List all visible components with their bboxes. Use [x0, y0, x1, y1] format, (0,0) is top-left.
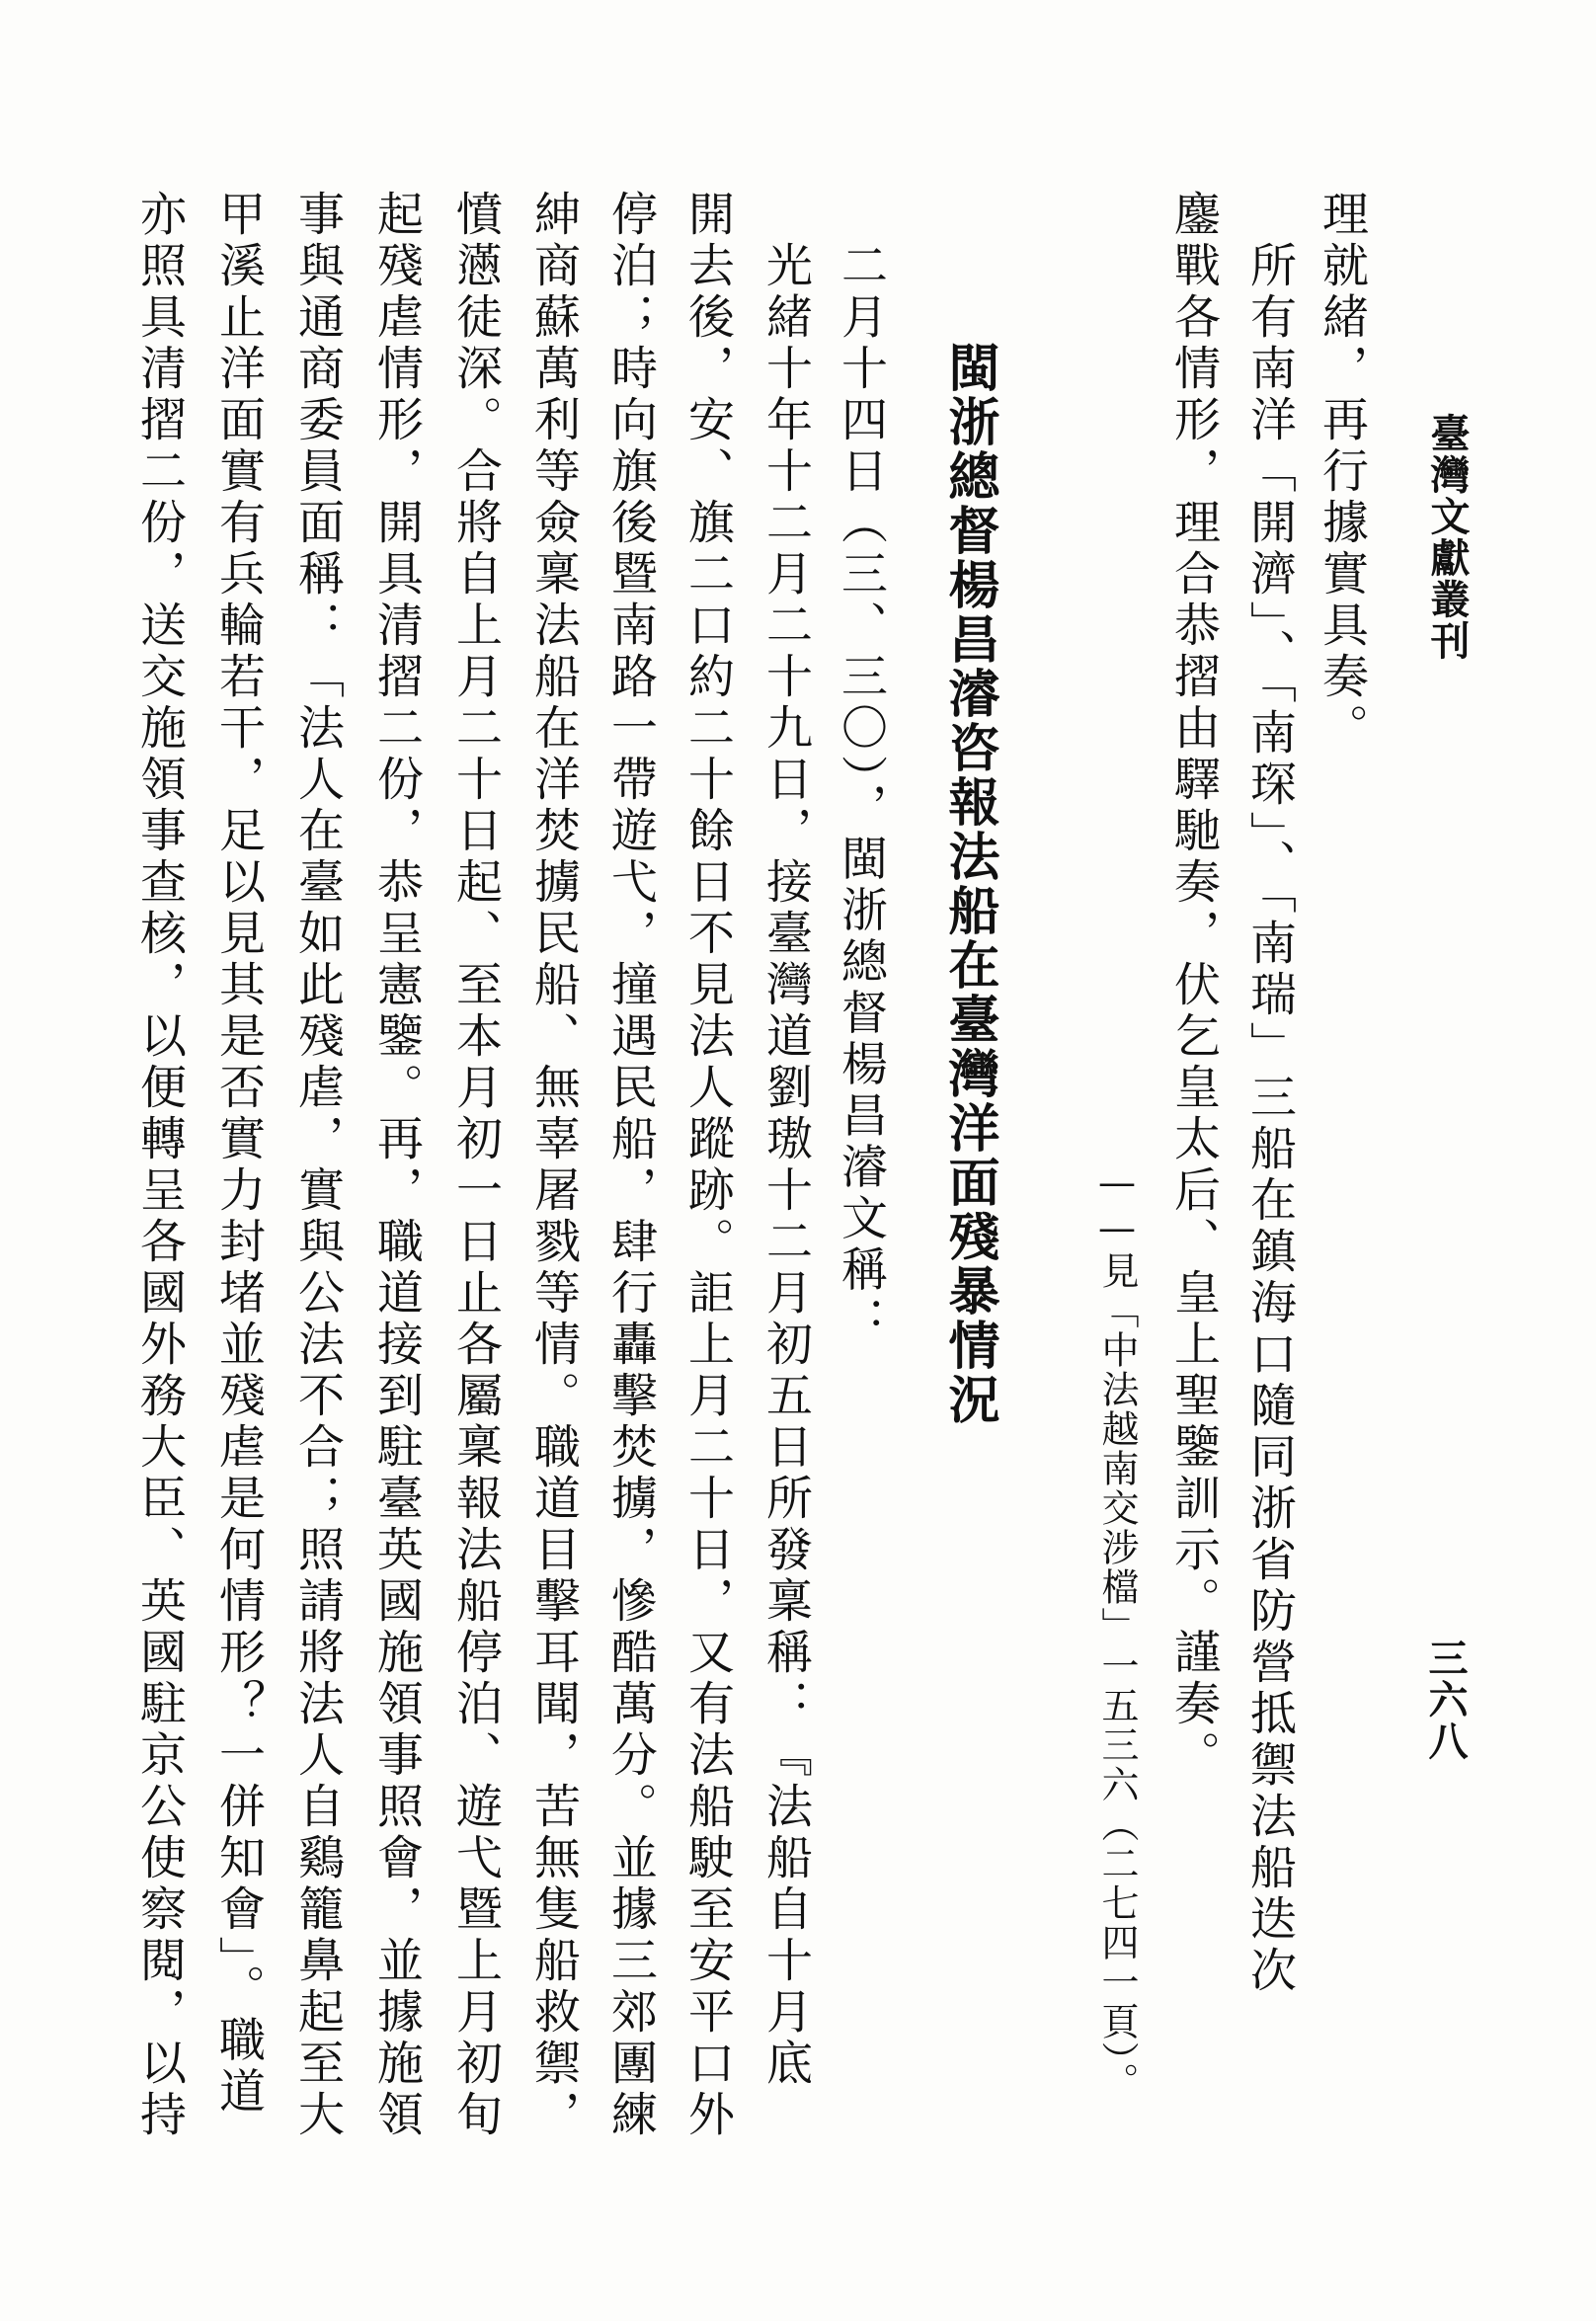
text-column: 光緒十年十二月二十九日，接臺灣道劉璈十二月初五日所發稟稱：『法船自十月底 [758, 190, 813, 2090]
text-column: 二月十四日（三、三〇），閩浙總督楊昌濬文稱： [834, 190, 888, 1348]
text-column: 甲溪止洋面實有兵輪若干，足以見其是否實力封堵並殘虐是何情形？一併知會」。職道 [211, 190, 266, 2119]
text-column: 憤懣徒深。合將自上月二十日起、至本月初一日止各屬稟報法船停泊、遊弋暨上月初旬 [448, 190, 503, 2141]
page-number: 三六八 [1422, 1638, 1469, 1762]
text-column: 所有南洋「開濟」、「南琛」、「南瑞」三船在鎮海口隨同浙省防營抵禦法船迭次 [1242, 190, 1297, 1997]
text-column: 紳商蘇萬利等僉稟法船在洋焚擄民船、無辜屠戮等情。職道目擊耳聞，苦無隻船救禦， [526, 190, 581, 2141]
text-column: 理就緒，再行據實具奏。 [1315, 190, 1369, 755]
section-title: 閩浙總督楊昌濬咨報法船在臺灣洋面殘暴情況 [939, 341, 999, 1427]
text-column: 開去後，安、旗二口約二十餘日不見法人蹤跡。詎上月二十日，又有法船駛至安平口外 [680, 190, 735, 2141]
text-column: 起殘虐情形，開具清摺二份，恭呈憲鑒。再，職道接到駐臺英國施領事照會，並據施領 [369, 190, 424, 2141]
text-column: 停泊；時向旗後暨南路一帶遊弋，撞遇民船，肆行轟擊焚擄，慘酷萬分。並據三郊團練 [603, 190, 658, 2141]
text-column: 鏖戰各情形，理合恭摺由驛馳奏，伏乞皇太后、皇上聖鑒訓示。謹奏。 [1166, 190, 1221, 1782]
series-title: 臺灣文獻叢刊 [1424, 413, 1471, 662]
text-column: 事與通商委員面稱：「法人在臺如此殘虐，實與公法不合；照請將法人自鷄籠鼻起至大 [290, 190, 345, 2141]
citation: ——見「中法越南交涉檔」一五三六（二七四一頁）。 [1095, 1160, 1139, 2102]
text-column: 亦照具清摺二份，送交施領事查核，以便轉呈各國外務大臣、英國駐京公使察閱，以持 [132, 190, 187, 2141]
